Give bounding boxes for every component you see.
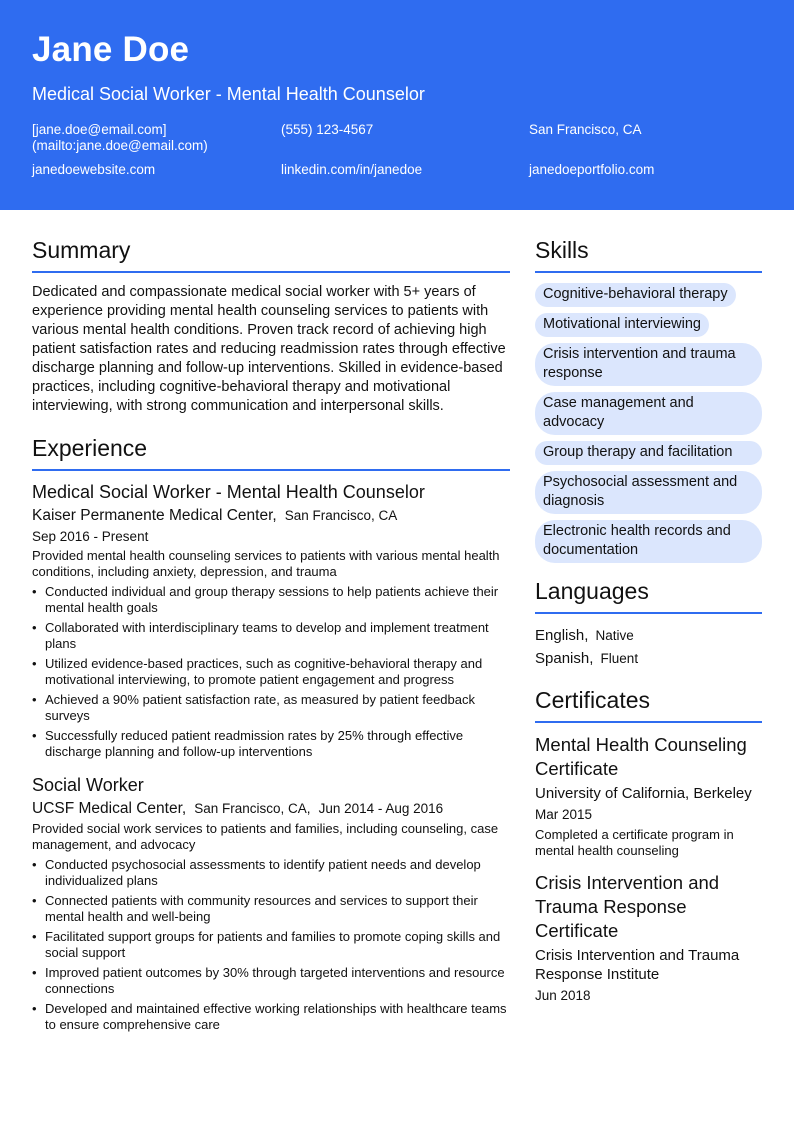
job-entry bbox=[32, 481, 510, 760]
main-column bbox=[32, 236, 510, 1033]
job-location: San Francisco, CA bbox=[284, 508, 398, 523]
bullet-item: • Connected patients with community resources and services to support their mental health and well-being bbox=[32, 893, 510, 925]
email-mailto[interactable]: (mailto:jane.doe@email.com) bbox=[32, 138, 208, 153]
languages-list bbox=[535, 624, 762, 670]
bullet-item: • Facilitated support groups for patients and families to promote coping skills and social support bbox=[32, 929, 510, 961]
skills-list bbox=[535, 283, 762, 563]
certificate-name: Crisis Intervention and Trauma Response Certificate bbox=[535, 872, 720, 941]
certificate-date: Jun 2018 bbox=[535, 988, 591, 1003]
skill-pill: Group therapy and facilitation bbox=[535, 441, 762, 465]
bullet-item: • Achieved a 90% patient satisfaction rate, as measured by patient feedback surveys bbox=[32, 692, 510, 724]
certificate-name: Mental Health Counseling Certificate bbox=[535, 734, 747, 779]
bullet-item: • Conducted individual and group therapy sessions to help patients achieve their mental health goals bbox=[32, 584, 510, 616]
side-column bbox=[535, 236, 762, 1005]
language-item bbox=[535, 624, 762, 647]
job-title: Social Worker bbox=[32, 775, 144, 795]
certificates-heading: Certificates bbox=[535, 686, 762, 723]
job-bullets bbox=[32, 857, 510, 1033]
certificate-entry bbox=[535, 733, 762, 859]
job-dates: Sep 2016 - Present bbox=[32, 529, 149, 544]
contact-email[interactable] bbox=[32, 122, 252, 154]
summary-heading: Summary bbox=[32, 236, 510, 273]
skill-pill: Electronic health records and documentation bbox=[535, 520, 762, 563]
candidate-title: Medical Social Worker - Mental Health Counselor bbox=[32, 84, 425, 104]
skill-pill: Motivational interviewing bbox=[535, 313, 709, 337]
certificate-entry bbox=[535, 871, 762, 1005]
bullet-item: • Successfully reduced patient readmission rates by 25% through effective discharge planning and follow-up interventions bbox=[32, 728, 510, 760]
contact-portfolio[interactable]: janedoeportfolio.com bbox=[529, 162, 655, 177]
contact-phone[interactable]: (555) 123-4567 bbox=[281, 122, 374, 137]
bullet-item: • Utilized evidence-based practices, such as cognitive-behavioral therapy and motivational interviewing, to promote patient engagement and progress bbox=[32, 656, 510, 688]
job-company: Kaiser Permanente Medical Center, bbox=[32, 507, 277, 524]
job-dates: Jun 2014 - Aug 2016 bbox=[318, 801, 444, 816]
contact-linkedin[interactable]: linkedin.com/in/janedoe bbox=[281, 162, 423, 177]
bullet-item: • Conducted psychosocial assessments to identify patient needs and develop individualized plans bbox=[32, 857, 510, 889]
job-title: Medical Social Worker - Mental Health Counselor bbox=[32, 482, 425, 502]
skill-pill: Crisis intervention and trauma response bbox=[535, 343, 762, 386]
language-item bbox=[535, 647, 762, 670]
bullet-item: • Collaborated with interdisciplinary teams to develop and implement treatment plans bbox=[32, 620, 510, 652]
skills-heading: Skills bbox=[535, 236, 762, 273]
resume-header bbox=[0, 0, 794, 210]
contact-location: San Francisco, CA bbox=[529, 122, 642, 137]
skill-pill: Cognitive-behavioral therapy bbox=[535, 283, 736, 307]
skill-pill: Psychosocial assessment and diagnosis bbox=[535, 471, 762, 514]
certificate-org: Crisis Intervention and Trauma Response Institute bbox=[535, 947, 740, 983]
job-meta bbox=[32, 506, 510, 526]
job-bullets bbox=[32, 584, 510, 760]
job-company: UCSF Medical Center, bbox=[32, 800, 187, 817]
experience-heading: Experience bbox=[32, 434, 510, 471]
language-name: English, bbox=[535, 627, 589, 644]
certificate-org: University of California, Berkeley bbox=[535, 785, 752, 802]
language-name: Spanish, bbox=[535, 650, 594, 667]
certificate-description: Completed a certificate program in mental health counseling bbox=[535, 827, 734, 858]
job-description: Provided mental health counseling services to patients with various mental health conditions, including anxiety, depression, and trauma bbox=[32, 548, 500, 579]
certificate-date: Mar 2015 bbox=[535, 807, 593, 822]
language-level: Fluent bbox=[600, 651, 639, 666]
job-entry bbox=[32, 774, 510, 1033]
bullet-item: • Improved patient outcomes by 30% through targeted interventions and resource connections bbox=[32, 965, 510, 997]
job-description: Provided social work services to patients and families, including counseling, case management, and advocacy bbox=[32, 821, 499, 852]
contact-website[interactable]: janedoewebsite.com bbox=[32, 162, 156, 177]
job-location: San Francisco, CA, bbox=[194, 801, 311, 816]
languages-heading: Languages bbox=[535, 577, 762, 614]
candidate-name: Jane Doe bbox=[32, 30, 190, 69]
email-text[interactable]: [jane.doe@email.com] bbox=[32, 122, 167, 137]
job-meta bbox=[32, 799, 510, 819]
language-level: Native bbox=[595, 628, 634, 643]
summary-text: Dedicated and compassionate medical social worker with 5+ years of experience providing mental health counseling services to patients with various mental health conditions. Proven track record of achieving high patient satisfaction rates and reducing readmission rates through effective discharge planning and follow-up interventions. Skilled in evidence-based practices, including cognitive-behavioral therapy and motivational interviewing, with strong communication and interpersonal skills. bbox=[32, 284, 506, 414]
skill-pill: Case management and advocacy bbox=[535, 392, 762, 435]
bullet-item: • Developed and maintained effective working relationships with healthcare teams to ensure comprehensive care bbox=[32, 1001, 510, 1033]
